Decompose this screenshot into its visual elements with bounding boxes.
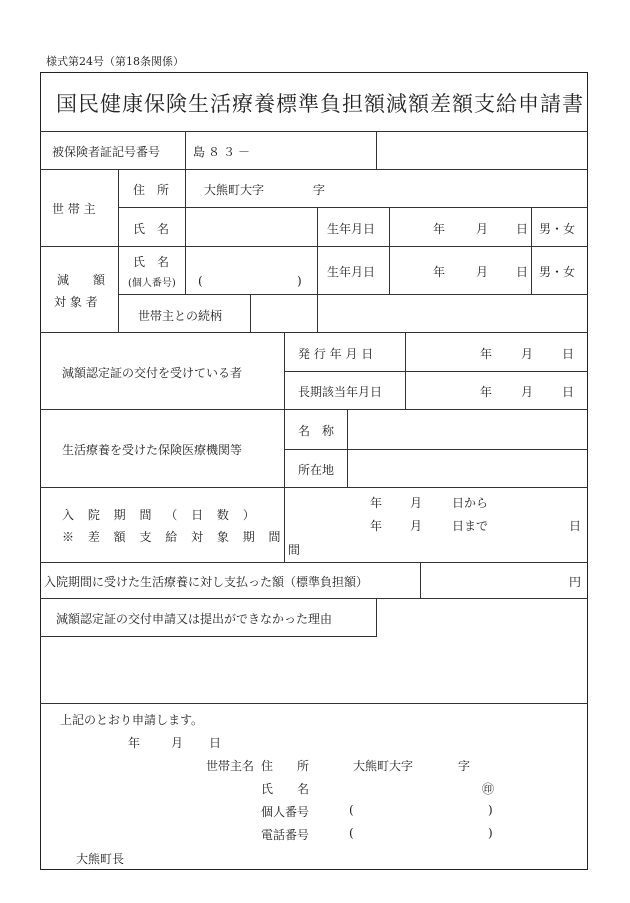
longterm-date-day: 日 — [562, 385, 575, 399]
target-paren-close: ) — [297, 274, 302, 288]
applicant-householder-label: 世帯主名 — [206, 759, 255, 773]
certificate-label: 減額認定証の交付を受けている者 — [62, 366, 243, 380]
applicant-phone-paren-open: ( — [349, 826, 354, 840]
target-paren-open: ( — [198, 274, 203, 288]
target-birth-year: 年 — [433, 265, 446, 279]
target-label-1: 減 額 — [57, 273, 106, 287]
insured-number-value[interactable]: 島８３－ — [193, 145, 254, 159]
application-date-day: 日 — [209, 736, 222, 750]
longterm-date-month: 月 — [521, 385, 534, 399]
page-title: 国民健康保険生活療養標準負担額減額差額支給申請書 — [56, 92, 584, 116]
period-days-unit: 日 — [569, 519, 582, 533]
target-birth-month: 月 — [476, 265, 489, 279]
period-from-year: 年 — [370, 496, 383, 510]
period-label-1: 入 院 期 間 （ 日 数 ） — [62, 508, 260, 522]
period-from-month: 月 — [410, 496, 423, 510]
application-date-month: 月 — [171, 736, 184, 750]
institution-location-label: 所在地 — [298, 463, 335, 477]
seal-mark: ㊞ — [482, 782, 495, 796]
applicant-name-label: 氏 名 — [261, 782, 310, 796]
target-label-2: 対 象 者 — [54, 295, 98, 309]
institution-name-label: 名 称 — [298, 424, 335, 438]
target-indiv-label: (個人番号) — [128, 278, 176, 289]
applicant-phone-label: 電話番号 — [261, 828, 310, 842]
target-birth-day: 日 — [516, 265, 529, 279]
applicant-indiv-paren-close: ) — [488, 803, 493, 817]
paid-amount-unit: 円 — [569, 575, 582, 589]
period-from-suffix: 日から — [452, 496, 489, 510]
applicant-indiv-label: 個人番号 — [261, 805, 310, 819]
householder-name-label: 氏 名 — [133, 222, 170, 236]
insured-number-label: 被保険者証記号番号 — [52, 145, 161, 159]
reason-label: 減額認定証の交付申請又は提出ができなかった理由 — [56, 612, 333, 626]
applicant-address-value[interactable]: 大熊町大字 — [353, 759, 414, 773]
applicant-phone-paren-close: ) — [488, 826, 493, 840]
period-days-kan: 間 — [288, 543, 301, 557]
applicant-indiv-paren-open: ( — [349, 803, 354, 817]
householder-sex[interactable]: 男・女 — [539, 222, 576, 236]
householder-birth-day: 日 — [516, 222, 529, 236]
target-sex[interactable]: 男・女 — [539, 265, 576, 279]
institution-label: 生活療養を受けた保険医療機関等 — [62, 443, 243, 457]
householder-label: 世 帯 主 — [52, 202, 96, 216]
longterm-date-label: 長期該当年月日 — [298, 385, 383, 399]
applicant-address-label: 住 所 — [261, 759, 310, 773]
period-to-month: 月 — [410, 519, 423, 533]
issue-date-year: 年 — [480, 347, 493, 361]
relation-label: 世帯主との続柄 — [138, 309, 223, 323]
target-birth-label: 生年月日 — [327, 265, 376, 279]
target-name-label: 氏 名 — [133, 255, 170, 269]
issue-date-day: 日 — [562, 347, 575, 361]
householder-birth-month: 月 — [476, 222, 489, 236]
period-to-suffix: 日まで — [452, 519, 489, 533]
application-statement: 上記のとおり申請します。 — [60, 713, 204, 727]
paid-amount-label: 入院期間に受けた生活療養に対し支払った額（標準負担額） — [44, 575, 369, 589]
period-label-2: ※ 差 額 支 給 対 象 期 間 — [62, 530, 286, 544]
application-date-year: 年 — [128, 736, 141, 750]
period-to-year: 年 — [370, 519, 383, 533]
issue-date-month: 月 — [521, 347, 534, 361]
householder-address-aza: 字 — [313, 183, 326, 197]
issue-date-label: 発 行 年 月 日 — [298, 347, 374, 361]
householder-address-label: 住 所 — [133, 183, 170, 197]
addressee: 大熊町長 — [76, 852, 125, 866]
applicant-address-aza: 字 — [458, 759, 471, 773]
longterm-date-year: 年 — [480, 385, 493, 399]
householder-birth-label: 生年月日 — [327, 222, 376, 236]
form-number: 様式第24号（第18条関係） — [46, 55, 184, 68]
householder-address-value[interactable]: 大熊町大字 — [204, 183, 265, 197]
householder-birth-year: 年 — [433, 222, 446, 236]
